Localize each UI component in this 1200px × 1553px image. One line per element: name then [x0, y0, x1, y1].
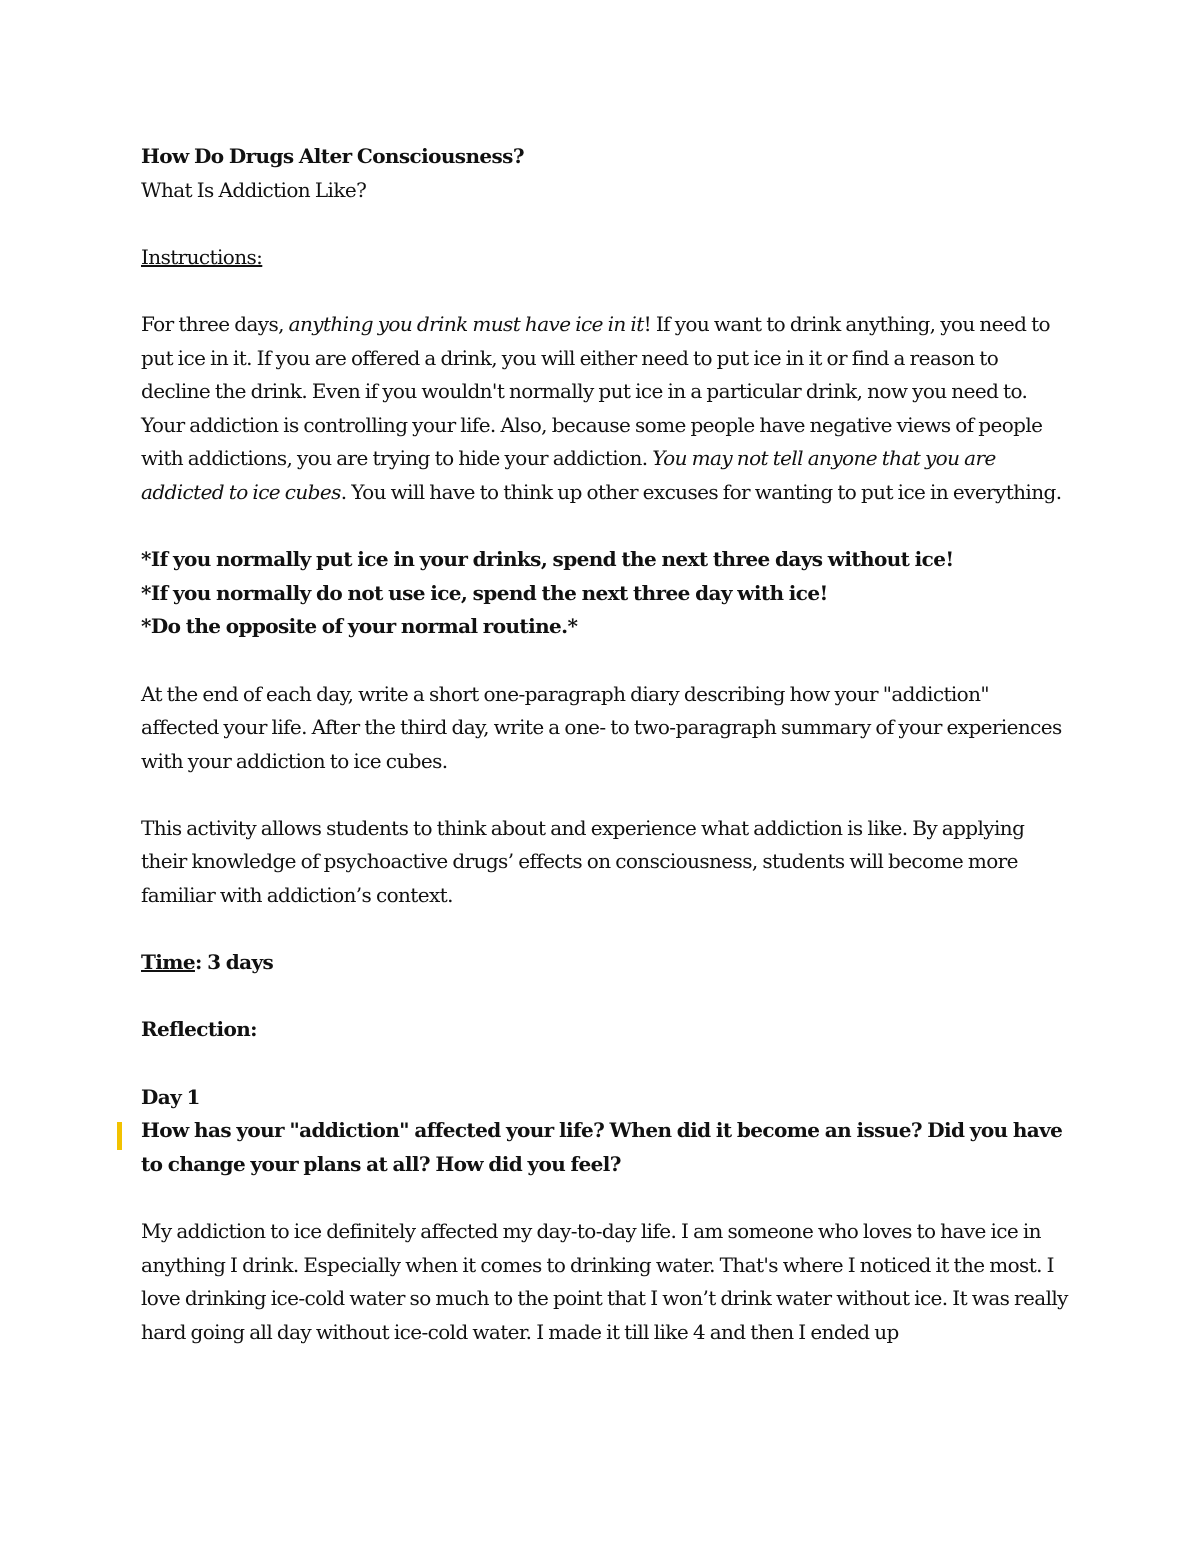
diary-instructions-paragraph: At the end of each day, write a short one-paragraph diary describing how your "addiction" affected your life. After the third day, write a one- to two-paragraph summary of your experiences with your addiction to ice cubes.	[141, 681, 1062, 773]
spacer	[141, 644, 1071, 678]
day1-answer: My addiction to ice definitely affected my day-to-day life. I am someone who loves to have ice in anything I drink. Especially when it comes to drinking water. That's where I noticed it the most. I love drinking ice-cold water so much to the point that I won’t drink water without ice. It was really hard going all day without ice-cold water. I made it till like 4 and then I ended up	[141, 1219, 1068, 1344]
time-value: : 3 days	[194, 950, 274, 975]
day1-heading: Day 1	[141, 1084, 200, 1109]
day1-question-block	[141, 1114, 1071, 1181]
rule-line: *If you normally put ice in your drinks, spend the next three days without ice!	[141, 547, 954, 572]
para1-body: ! If you want to drink anything, you need to put ice in it. If you are offered a drink, you will either need to put ice in it or find a reason to decline the drink. Even if you wouldn't normally put ice in a particular drink, now you need to. Your addiction is controlling your life. Also, because some people have negative views of people with addictions, you are trying to hide your addiction.	[141, 311, 1050, 471]
comment-marker-icon[interactable]	[117, 1122, 122, 1150]
spacer	[141, 1181, 1071, 1215]
instructions-heading: Instructions:	[141, 244, 263, 269]
para1-emphasis-ice: anything you drink must have ice in it	[288, 311, 644, 336]
spacer	[141, 913, 1071, 947]
spacer	[141, 980, 1071, 1014]
activity-description-paragraph: This activity allows students to think about and experience what addiction is like. By applying their knowledge of psychoactive drugs’ effects on consciousness, students will become more familiar with addiction’s context.	[141, 815, 1025, 908]
spacer	[141, 510, 1071, 544]
para1-lead: For three days,	[141, 311, 289, 336]
reflection-heading: Reflection:	[141, 1017, 257, 1042]
time-line	[141, 946, 1071, 980]
para1-emphasis-secret: You may not tell anyone that you are addicted to ice cubes	[141, 446, 996, 504]
spacer	[141, 274, 1071, 308]
rule-line: *If you normally do not use ice, spend the next three day with ice!	[141, 580, 828, 605]
spacer	[141, 207, 1071, 241]
spacer	[141, 778, 1071, 812]
day1-question: How has your "addiction" affected your life? When did it become an issue? Did you have to change your plans at all? How did you feel?	[141, 1118, 1063, 1176]
document-subtitle: What Is Addiction Like?	[141, 177, 367, 202]
para1-tail: . You will have to think up other excuses for wanting to put ice in everything.	[340, 479, 1062, 504]
instructions-paragraph	[141, 308, 1071, 510]
rule-line: *Do the opposite of your normal routine.*	[141, 614, 578, 639]
time-label: Time	[141, 950, 195, 975]
document-page	[141, 140, 1071, 1349]
document-title: How Do Drugs Alter Consciousness?	[141, 144, 524, 168]
spacer	[141, 1047, 1071, 1081]
